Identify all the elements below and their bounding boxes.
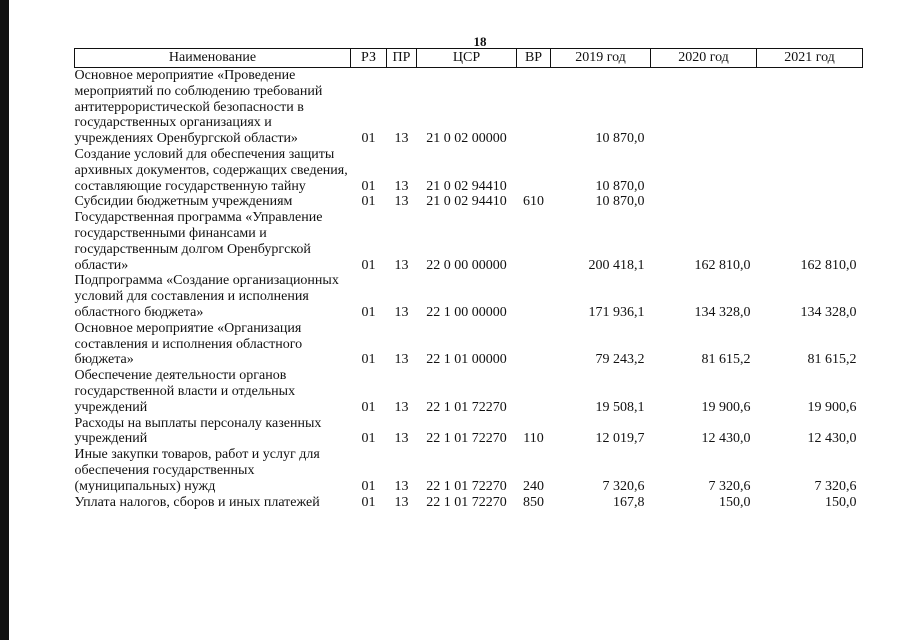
row-2019: 10 870,0 bbox=[595, 194, 645, 210]
row-2019: 200 418,1 bbox=[588, 257, 645, 273]
header-rz: РЗ bbox=[351, 49, 387, 68]
header-2019: 2019 год bbox=[551, 49, 651, 68]
table-row bbox=[75, 210, 863, 273]
table-row bbox=[75, 68, 863, 147]
row-name: Расходы на выплаты персоналу казенных учреждений bbox=[74, 415, 322, 447]
table-row bbox=[75, 321, 863, 368]
table-row bbox=[75, 147, 863, 194]
row-2021 bbox=[757, 68, 863, 147]
row-rz: 01 bbox=[361, 304, 376, 320]
row-pr: 13 bbox=[394, 131, 409, 147]
row-pr: 13 bbox=[394, 178, 409, 194]
header-name: Наименование bbox=[75, 49, 351, 68]
row-pr: 13 bbox=[394, 399, 409, 415]
budget-table bbox=[74, 48, 863, 510]
row-name: Уплата налогов, сборов и иных платежей bbox=[74, 494, 320, 510]
row-2021: 12 430,0 bbox=[807, 431, 857, 447]
row-csr: 22 0 00 00000 bbox=[426, 257, 507, 273]
row-2021: 150,0 bbox=[825, 494, 857, 510]
row-rz: 01 bbox=[361, 431, 376, 447]
row-2020: 19 900,6 bbox=[701, 399, 751, 415]
row-vr: 610 bbox=[523, 194, 544, 210]
row-rz: 01 bbox=[361, 494, 376, 510]
row-2019: 10 870,0 bbox=[595, 178, 645, 194]
row-2020 bbox=[651, 194, 757, 210]
table-row bbox=[75, 447, 863, 494]
row-2019: 79 243,2 bbox=[595, 352, 645, 368]
row-rz: 01 bbox=[361, 257, 376, 273]
row-2019: 19 508,1 bbox=[595, 399, 645, 415]
row-name: Подпрограмма «Создание организационных условий для составления и исполнения областного бюджета» bbox=[74, 273, 339, 320]
table-row bbox=[75, 194, 863, 210]
row-vr bbox=[517, 147, 551, 194]
row-vr bbox=[517, 273, 551, 320]
row-vr: 240 bbox=[523, 478, 544, 494]
row-name: Государственная программа «Управление государственными финансами и государственным долгом Оренбургской области» bbox=[74, 210, 323, 273]
row-pr: 13 bbox=[394, 494, 409, 510]
row-name: Основное мероприятие «Проведение мероприятий по соблюдению требований антитеррористической безопасности в государственных организациях и учреждениях Оренбургской области» bbox=[74, 68, 323, 147]
table-row bbox=[75, 416, 863, 448]
row-2019: 171 936,1 bbox=[588, 304, 645, 320]
row-csr: 21 0 02 94410 bbox=[426, 194, 507, 210]
row-vr bbox=[517, 368, 551, 415]
row-2020: 7 320,6 bbox=[708, 478, 751, 494]
row-pr: 13 bbox=[394, 352, 409, 368]
row-name: Основное мероприятие «Организация составления и исполнения областного бюджета» bbox=[74, 320, 303, 368]
table-row bbox=[75, 368, 863, 415]
row-2020: 150,0 bbox=[719, 494, 751, 510]
row-rz: 01 bbox=[361, 352, 376, 368]
row-rz: 01 bbox=[361, 399, 376, 415]
row-2021 bbox=[757, 194, 863, 210]
header-pr: ПР bbox=[387, 49, 417, 68]
row-2020: 134 328,0 bbox=[694, 304, 751, 320]
row-vr: 110 bbox=[523, 431, 544, 447]
row-csr: 22 1 00 00000 bbox=[426, 304, 507, 320]
row-name: Субсидии бюджетным учреждениям bbox=[74, 194, 293, 210]
table-row bbox=[75, 273, 863, 320]
row-2021: 134 328,0 bbox=[800, 304, 857, 320]
row-pr: 13 bbox=[394, 257, 409, 273]
row-2020: 81 615,2 bbox=[701, 352, 751, 368]
header-csr: ЦСР bbox=[417, 49, 517, 68]
header-vr: ВР bbox=[517, 49, 551, 68]
row-rz: 01 bbox=[361, 131, 376, 147]
header-row bbox=[75, 49, 863, 68]
row-name: Иные закупки товаров, работ и услуг для обеспечения государственных (муниципальных) нужд bbox=[74, 447, 320, 494]
header-2021: 2021 год bbox=[757, 49, 863, 68]
row-csr: 22 1 01 72270 bbox=[426, 494, 507, 510]
row-rz: 01 bbox=[361, 178, 376, 194]
row-rz: 01 bbox=[361, 194, 376, 210]
row-rz: 01 bbox=[361, 478, 376, 494]
row-name: Создание условий для обеспечения защиты архивных документов, содержащих сведения, составляющие государственную тайну bbox=[74, 146, 348, 194]
row-csr: 22 1 01 00000 bbox=[426, 352, 507, 368]
row-2019: 10 870,0 bbox=[595, 131, 645, 147]
row-vr bbox=[517, 321, 551, 368]
row-csr: 21 0 02 94410 bbox=[426, 178, 507, 194]
row-csr: 22 1 01 72270 bbox=[426, 431, 507, 447]
row-csr: 22 1 01 72270 bbox=[426, 399, 507, 415]
row-2021: 162 810,0 bbox=[800, 257, 857, 273]
header-2020: 2020 год bbox=[651, 49, 757, 68]
row-vr: 850 bbox=[523, 494, 544, 510]
row-2020 bbox=[651, 147, 757, 194]
row-pr: 13 bbox=[394, 478, 409, 494]
row-2020: 162 810,0 bbox=[694, 257, 751, 273]
page-left-edge bbox=[0, 0, 9, 640]
row-2020 bbox=[651, 68, 757, 147]
row-2019: 12 019,7 bbox=[595, 431, 645, 447]
row-2019: 7 320,6 bbox=[602, 478, 645, 494]
row-vr bbox=[517, 210, 551, 273]
row-2019: 167,8 bbox=[613, 494, 645, 510]
row-2021: 19 900,6 bbox=[807, 399, 857, 415]
row-csr: 22 1 01 72270 bbox=[426, 478, 507, 494]
row-2021: 7 320,6 bbox=[814, 478, 857, 494]
page-number: 18 bbox=[473, 34, 487, 49]
row-2021 bbox=[757, 147, 863, 194]
row-vr bbox=[517, 68, 551, 147]
row-2021: 81 615,2 bbox=[807, 352, 857, 368]
row-pr: 13 bbox=[394, 194, 409, 210]
row-2020: 12 430,0 bbox=[701, 431, 751, 447]
row-pr: 13 bbox=[394, 304, 409, 320]
table-row bbox=[75, 495, 863, 511]
row-csr: 21 0 02 00000 bbox=[426, 131, 507, 147]
row-name: Обеспечение деятельности органов государственной власти и отдельных учреждений bbox=[74, 368, 296, 415]
row-pr: 13 bbox=[394, 431, 409, 447]
